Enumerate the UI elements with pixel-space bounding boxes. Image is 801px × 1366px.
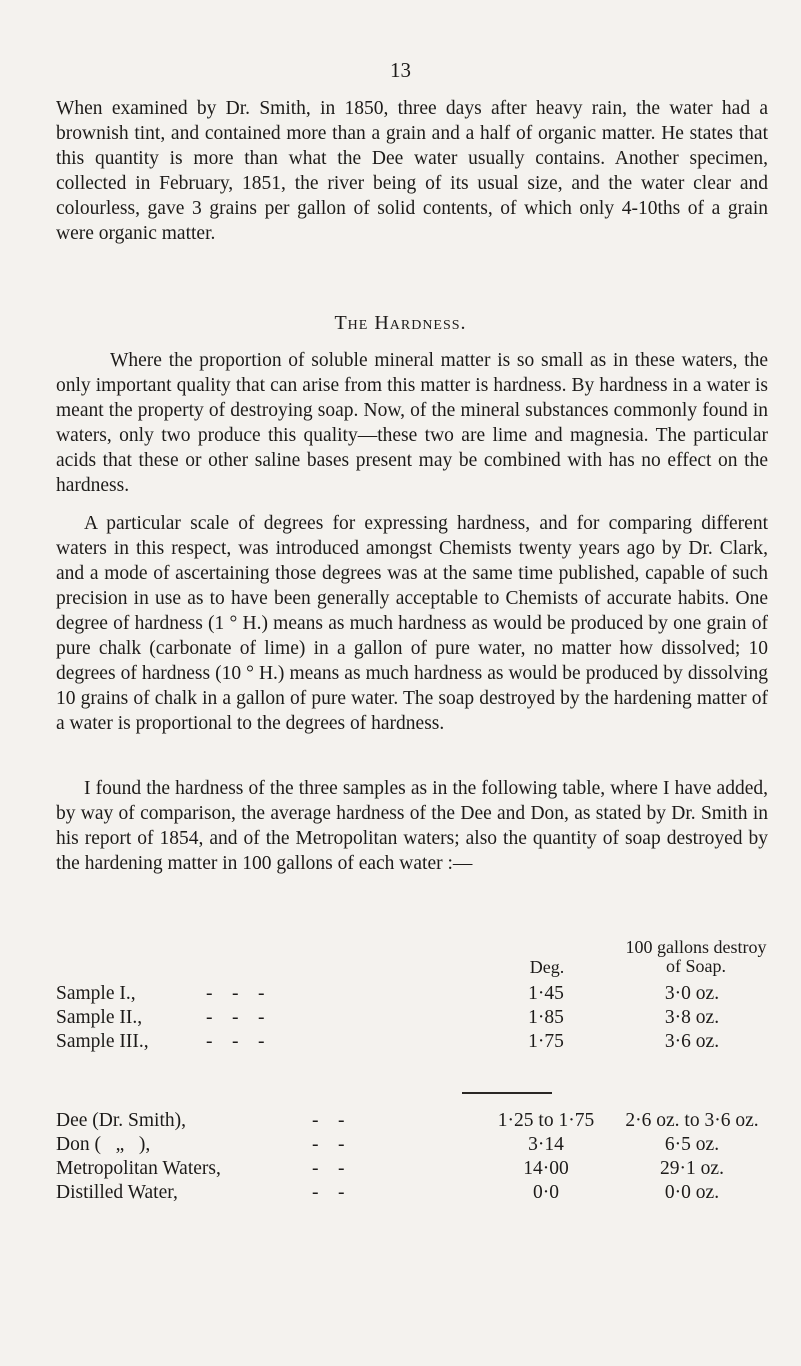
table-row [56,1181,768,1205]
table-row [56,1109,768,1133]
degree-value: 1·85 [528,1007,564,1028]
soap-value: 3·0 oz. [664,983,720,1004]
row-label: Distilled Water, [56,1182,178,1203]
hardness-table-comparisons [56,1109,768,1205]
soap-value: 3·6 oz. [664,1031,720,1052]
soap-value: 0·0 oz. [664,1182,720,1203]
table-row [56,1030,768,1054]
row-label: Sample I., [56,983,136,1004]
soap-value: 2·6 oz. to 3·6 oz. [625,1110,759,1131]
degree-value: 14·00 [523,1158,569,1179]
leader-dashes: - - [312,1182,345,1203]
column-header-soap: 100 gallons destroy of Soap. [625,937,767,976]
leader-dashes: - - - [206,1031,265,1052]
soap-value: 6·5 oz. [664,1134,720,1155]
leader-dashes: - - - [206,983,265,1004]
leader-dashes: - - - [206,1007,265,1028]
degree-value: 0·0 [533,1182,559,1203]
column-header-degree: Deg. [529,957,565,977]
degree-value: 1·25 to 1·75 [497,1110,595,1131]
paragraph-dee-water-examination: When examined by Dr. Smith, in 1850, three days after heavy rain, the water had a brownish tint, and contained more than a grain and a half of organic matter. He states that this quantity is more than what the Dee water usually contains. Another specimen, collected in February, 1851, the river being of its usual size, and the water clear and colourless, gave 3 grains per gallon of solid contents, of which only 4-10ths of a grain were organic matter. [56,98,768,244]
paragraph-clark-scale: A particular scale of degrees for expressing hardness, and for comparing different waters in this respect, was introduced amongst Chemists twenty years ago by Dr. Clark, and a mode of ascertaining those degrees was at the same time published, capable of such precision in use as to have been generally acceptable to Chemists of accurate habits. One degree of hardness (1 ° H.) means as much hardness as would be produced by one grain of pure chalk (carbonate of lime) in a gallon of pure water, no matter how dissolved; 10 degrees of hardness (10 ° H.) means as much hardness as would be produced by dissolving 10 grains of chalk in a gallon of pure water. The soap destroyed by the hardening matter of a water is proportional to the degrees of hardness. [56,513,768,734]
leader-dashes: - - [312,1110,345,1131]
row-label: Sample II., [56,1007,143,1028]
soap-value: 29·1 oz. [660,1158,724,1179]
paragraph-hardness-definition: Where the proportion of soluble mineral matter is so small as in these waters, the only important quality that can arise from this matter is hardness. By hardness in a water is meant the property of destroying soap. Now, of the mineral substances commonly found in waters, only two produce this quality—these two are lime and magnesia. The particular acids that these or other saline bases present may be combined with has no effect on the hardness. [56,350,768,496]
row-label: Metropolitan Waters, [56,1158,221,1179]
paragraph-table-intro: I found the hardness of the three samples as in the following table, where I have added, by way of comparison, the average hardness of the Dee and Don, as stated by Dr. Smith in his report of 1854, and of the Metropolitan waters; also the quantity of soap destroyed by the hardening matter in 100 gallons of each water :— [56,778,768,874]
row-label: Dee (Dr. Smith), [56,1110,186,1131]
degree-value: 1·75 [528,1031,564,1052]
table-divider-rule [462,1092,552,1094]
table-row [56,1133,768,1157]
table-row [56,1157,768,1181]
leader-dashes: - - [312,1134,345,1155]
degree-value: 3·14 [528,1134,564,1155]
hardness-table-header [56,938,768,978]
table-row [56,982,768,1006]
row-label: Sample III., [56,1031,154,1052]
row-label: Don ( „ ), [56,1134,151,1155]
table-row [56,1006,768,1030]
page-number: 13 [390,58,411,82]
soap-value: 3·8 oz. [664,1007,720,1028]
leader-dashes: - - [312,1158,345,1179]
degree-value: 1·45 [528,983,564,1004]
section-heading-hardness: The Hardness. [334,312,467,334]
hardness-table-samples [56,982,768,1054]
